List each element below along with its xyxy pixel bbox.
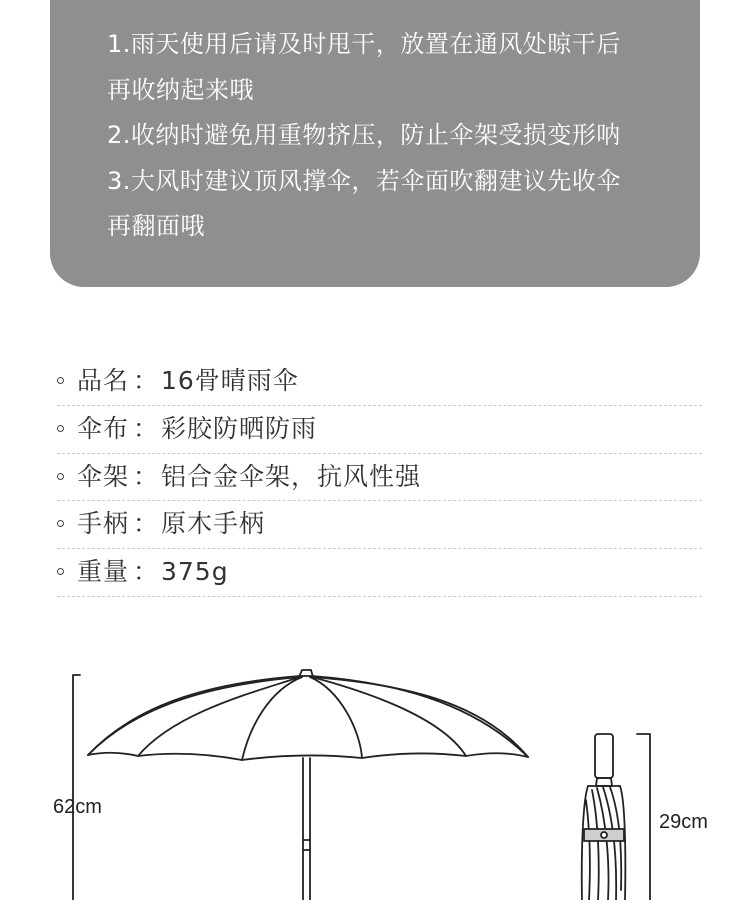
bullet-icon [57,568,64,575]
spec-value: 375g [161,557,229,587]
canopy-rib [242,677,302,760]
bullet-icon [57,377,64,384]
canopy-edge [88,753,528,760]
spec-value: 铝合金伞架，抗风性强 [161,461,422,491]
spec-row-name [57,358,702,406]
spec-value: 原木手柄 [161,509,266,539]
spec-colon: ： [133,461,159,491]
care-note-line: 再收纳起来哦 [107,75,254,104]
spec-row-weight [57,549,702,597]
folded-length-dimension-line [637,734,650,900]
bullet-icon [57,473,64,480]
spec-row-handle [57,501,702,549]
folded-fold-line [586,800,590,900]
folded-fold-line [592,790,599,900]
spec-label: 品名 [77,366,130,395]
spec-label: 重量 [77,557,130,587]
spec-colon: ： [133,366,159,395]
canopy-rib [312,677,466,756]
canopy-outline [88,676,528,757]
spec-value: 16骨晴雨伞 [161,366,299,395]
care-note-line: 2.收纳时避免用重物挤压，防止伞架受损变形呐 [107,121,621,149]
spec-row-frame [57,454,702,502]
strap-button-icon [601,832,607,838]
open-height-label: 62cm [53,796,102,818]
spec-list [57,358,702,597]
spec-row-fabric [57,406,702,454]
bullet-icon [57,425,64,432]
umbrella-line-drawing [0,640,750,900]
care-note-line: 3.大风时建议顶风撑伞，若伞面吹翻建议先收伞 [107,166,621,195]
spec-label: 伞布 [77,413,130,443]
spec-label: 手柄 [77,509,130,539]
spec-colon: ： [133,557,159,587]
bullet-icon [57,520,64,527]
folded-handle [595,734,613,778]
spec-label: 伞架 [77,461,130,491]
spec-colon: ： [133,413,159,443]
spec-value: 彩胶防晒防雨 [161,413,318,443]
care-note-line: 再翻面哦 [107,212,205,240]
umbrella-size-diagram [0,640,750,900]
care-instructions-box [50,0,700,287]
folded-handle-cap [596,778,612,786]
spec-colon: ： [133,509,159,539]
care-note-line: 1.雨天使用后请及时甩干，放置在通风处晾干后 [107,30,621,58]
folded-length-label: 29cm [659,811,708,833]
open-height-dimension-line [73,675,80,900]
